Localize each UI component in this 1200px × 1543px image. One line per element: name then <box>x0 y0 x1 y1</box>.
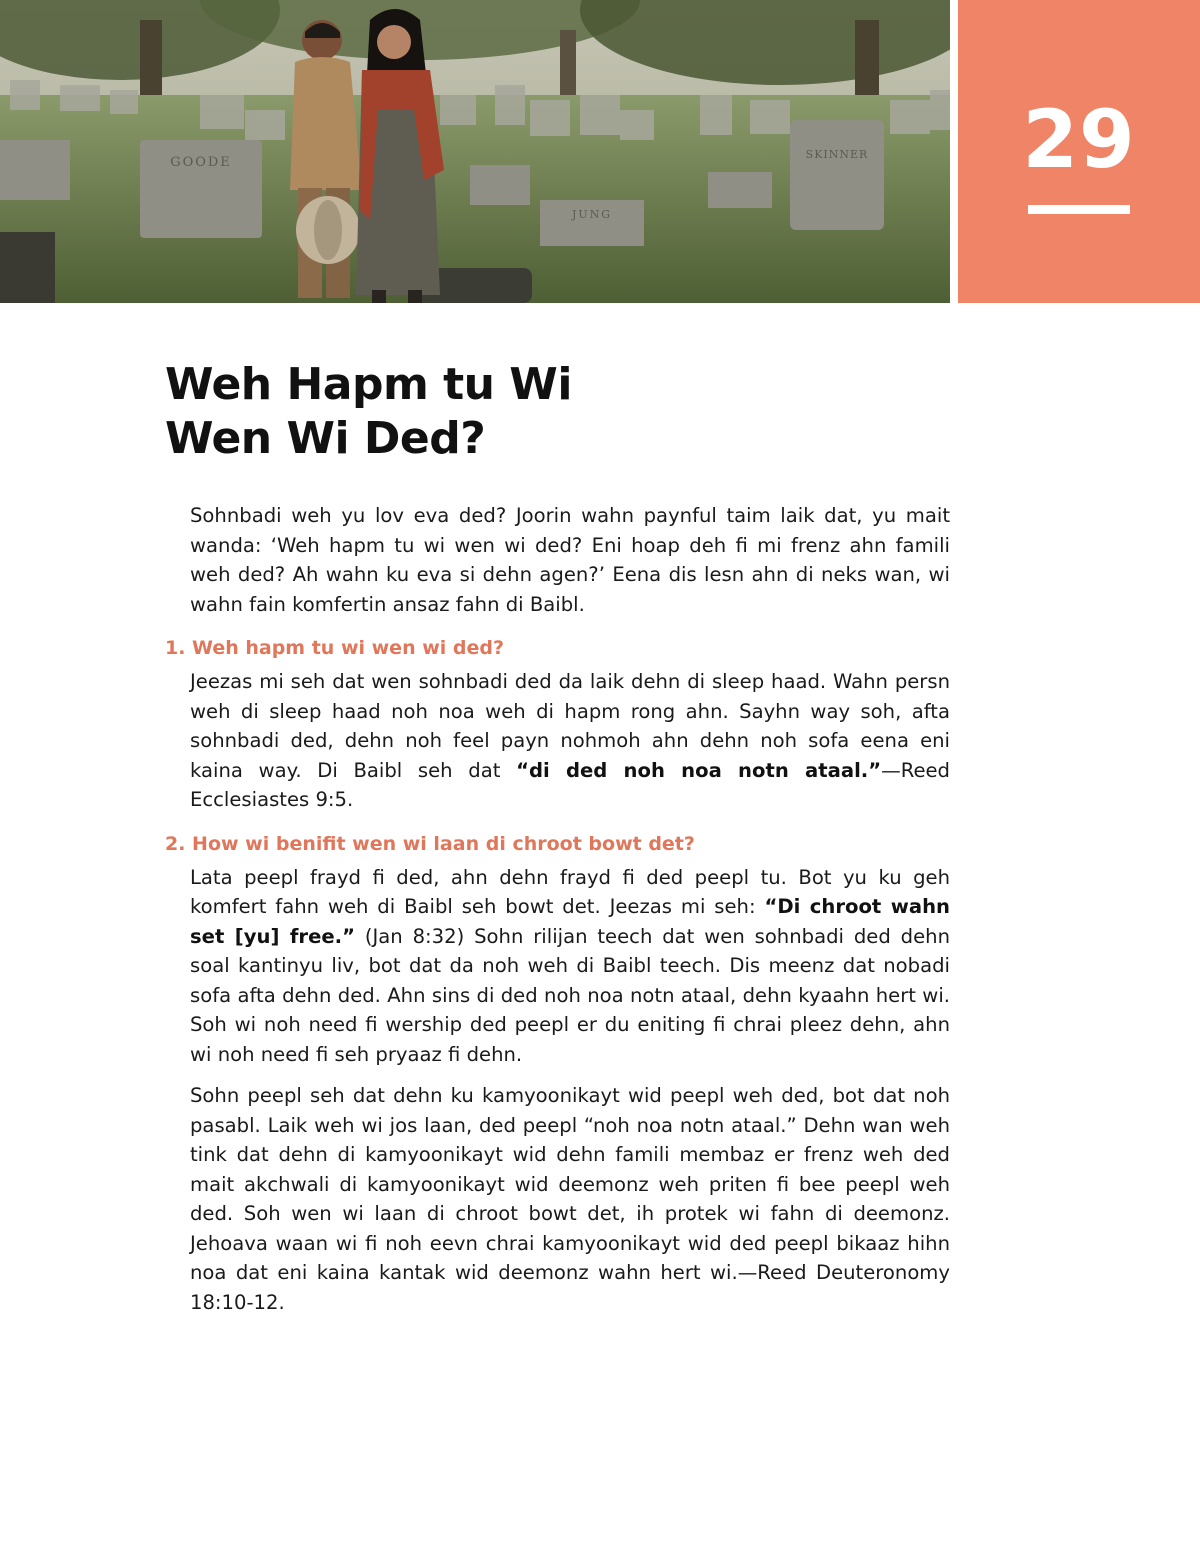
section-1-text-a: Jeezas mi seh dat wen sohnbadi ded da laik dehn di sleep haad. Wahn persn weh di sleep haad noh noa weh di hapm rong ahn. Sayhn way soh, afta sohnbadi ded, dehn noh feel payn nohmoh ahn dehn noh sofa eena eni kaina way. Di Baibl seh dat <box>190 670 950 782</box>
section-2-text-b: (Jan 8:32) Sohn rilijan teech dat wen sohnbadi ded dehn soal kantinyu liv, bot dat da noh weh di Baibl teech. Dis meenz dat nobadi sofa afta dehn ded. Ahn sins di ded noh noa notn ataal, dehn kyaahn hert wi. Soh wi noh need fi wership ded peepl er du eniting fi chrai pleez dehn, ahn wi noh need fi seh pryaaz fi dehn. <box>190 924 950 1066</box>
section-2-scripture-quote: “Di chroot wahn set [yu] free.” <box>190 895 950 948</box>
lesson-number-underline <box>1028 205 1130 214</box>
hero-image <box>0 0 950 303</box>
headstone-jung: JUNG <box>571 208 613 221</box>
headstone-goode: GOODE <box>170 155 232 170</box>
section-1-scripture-quote: “di ded noh noa notn ataal.” <box>516 758 882 782</box>
lesson-number-box <box>958 0 1200 303</box>
section-2-text-a: Lata peepl frayd fi ded, ahn dehn frayd fi ded peepl tu. Bot yu ku geh komfert fahn weh di Baibl seh bowt det. Jeezas mi seh: <box>190 865 950 918</box>
lesson-number: 29 <box>1022 93 1136 186</box>
headstone-skinner: SKINNER <box>805 148 869 161</box>
title-line-2: Wen Wi Ded? <box>165 413 486 464</box>
page-title <box>165 358 865 466</box>
section-1-paragraph <box>190 667 950 815</box>
section-2-paragraph-2: Sohn peepl seh dat dehn ku kamyoonikayt wid peepl weh ded, bot dat noh pasabl. Laik weh wi jos laan, ded peepl “noh noa notn ataal.” Dehn wan weh tink dat dehn di kamyoonikayt wid dehn famili membaz er frenz weh ded mait akchwali di kamyoonikayt wid deemonz weh priten fi bee peepl weh ded. Soh wen wi laan di chroot bowt det, ih protek wi fahn di deemonz. Jehoava waan wi fi noh eevn chrai kamyoonikayt wid ded peepl bikaaz hihn noa dat eni kaina kantak wid deemonz wahn hert wi.—Reed Deuteronomy 18:10-12. <box>190 1084 950 1314</box>
question-heading-1: 1. Weh hapm tu wi wen wi ded? <box>165 637 504 659</box>
cemetery-illustration <box>0 0 950 303</box>
title-line-1: Weh Hapm tu Wi <box>165 359 572 410</box>
intro-paragraph: Sohnbadi weh yu lov eva ded? Joorin wahn paynful taim laik dat, yu mait wanda: ‘Weh hapm tu wi wen wi ded? Eni hoap deh fi mi frenz ahn famili weh ded? Ah wahn ku eva si dehn agen?’ Eena dis lesn ahn di neks wan, wi wahn fain komfertin ansaz fahn di Baibl. <box>190 504 950 616</box>
lesson-content <box>165 501 950 1329</box>
section-2-paragraph-1 <box>190 863 950 1070</box>
question-heading-2: 2. How wi benifit wen wi laan di chroot bowt det? <box>165 832 695 855</box>
section-1-text-b: —Reed Ecclesiastes 9:5. <box>190 758 950 811</box>
